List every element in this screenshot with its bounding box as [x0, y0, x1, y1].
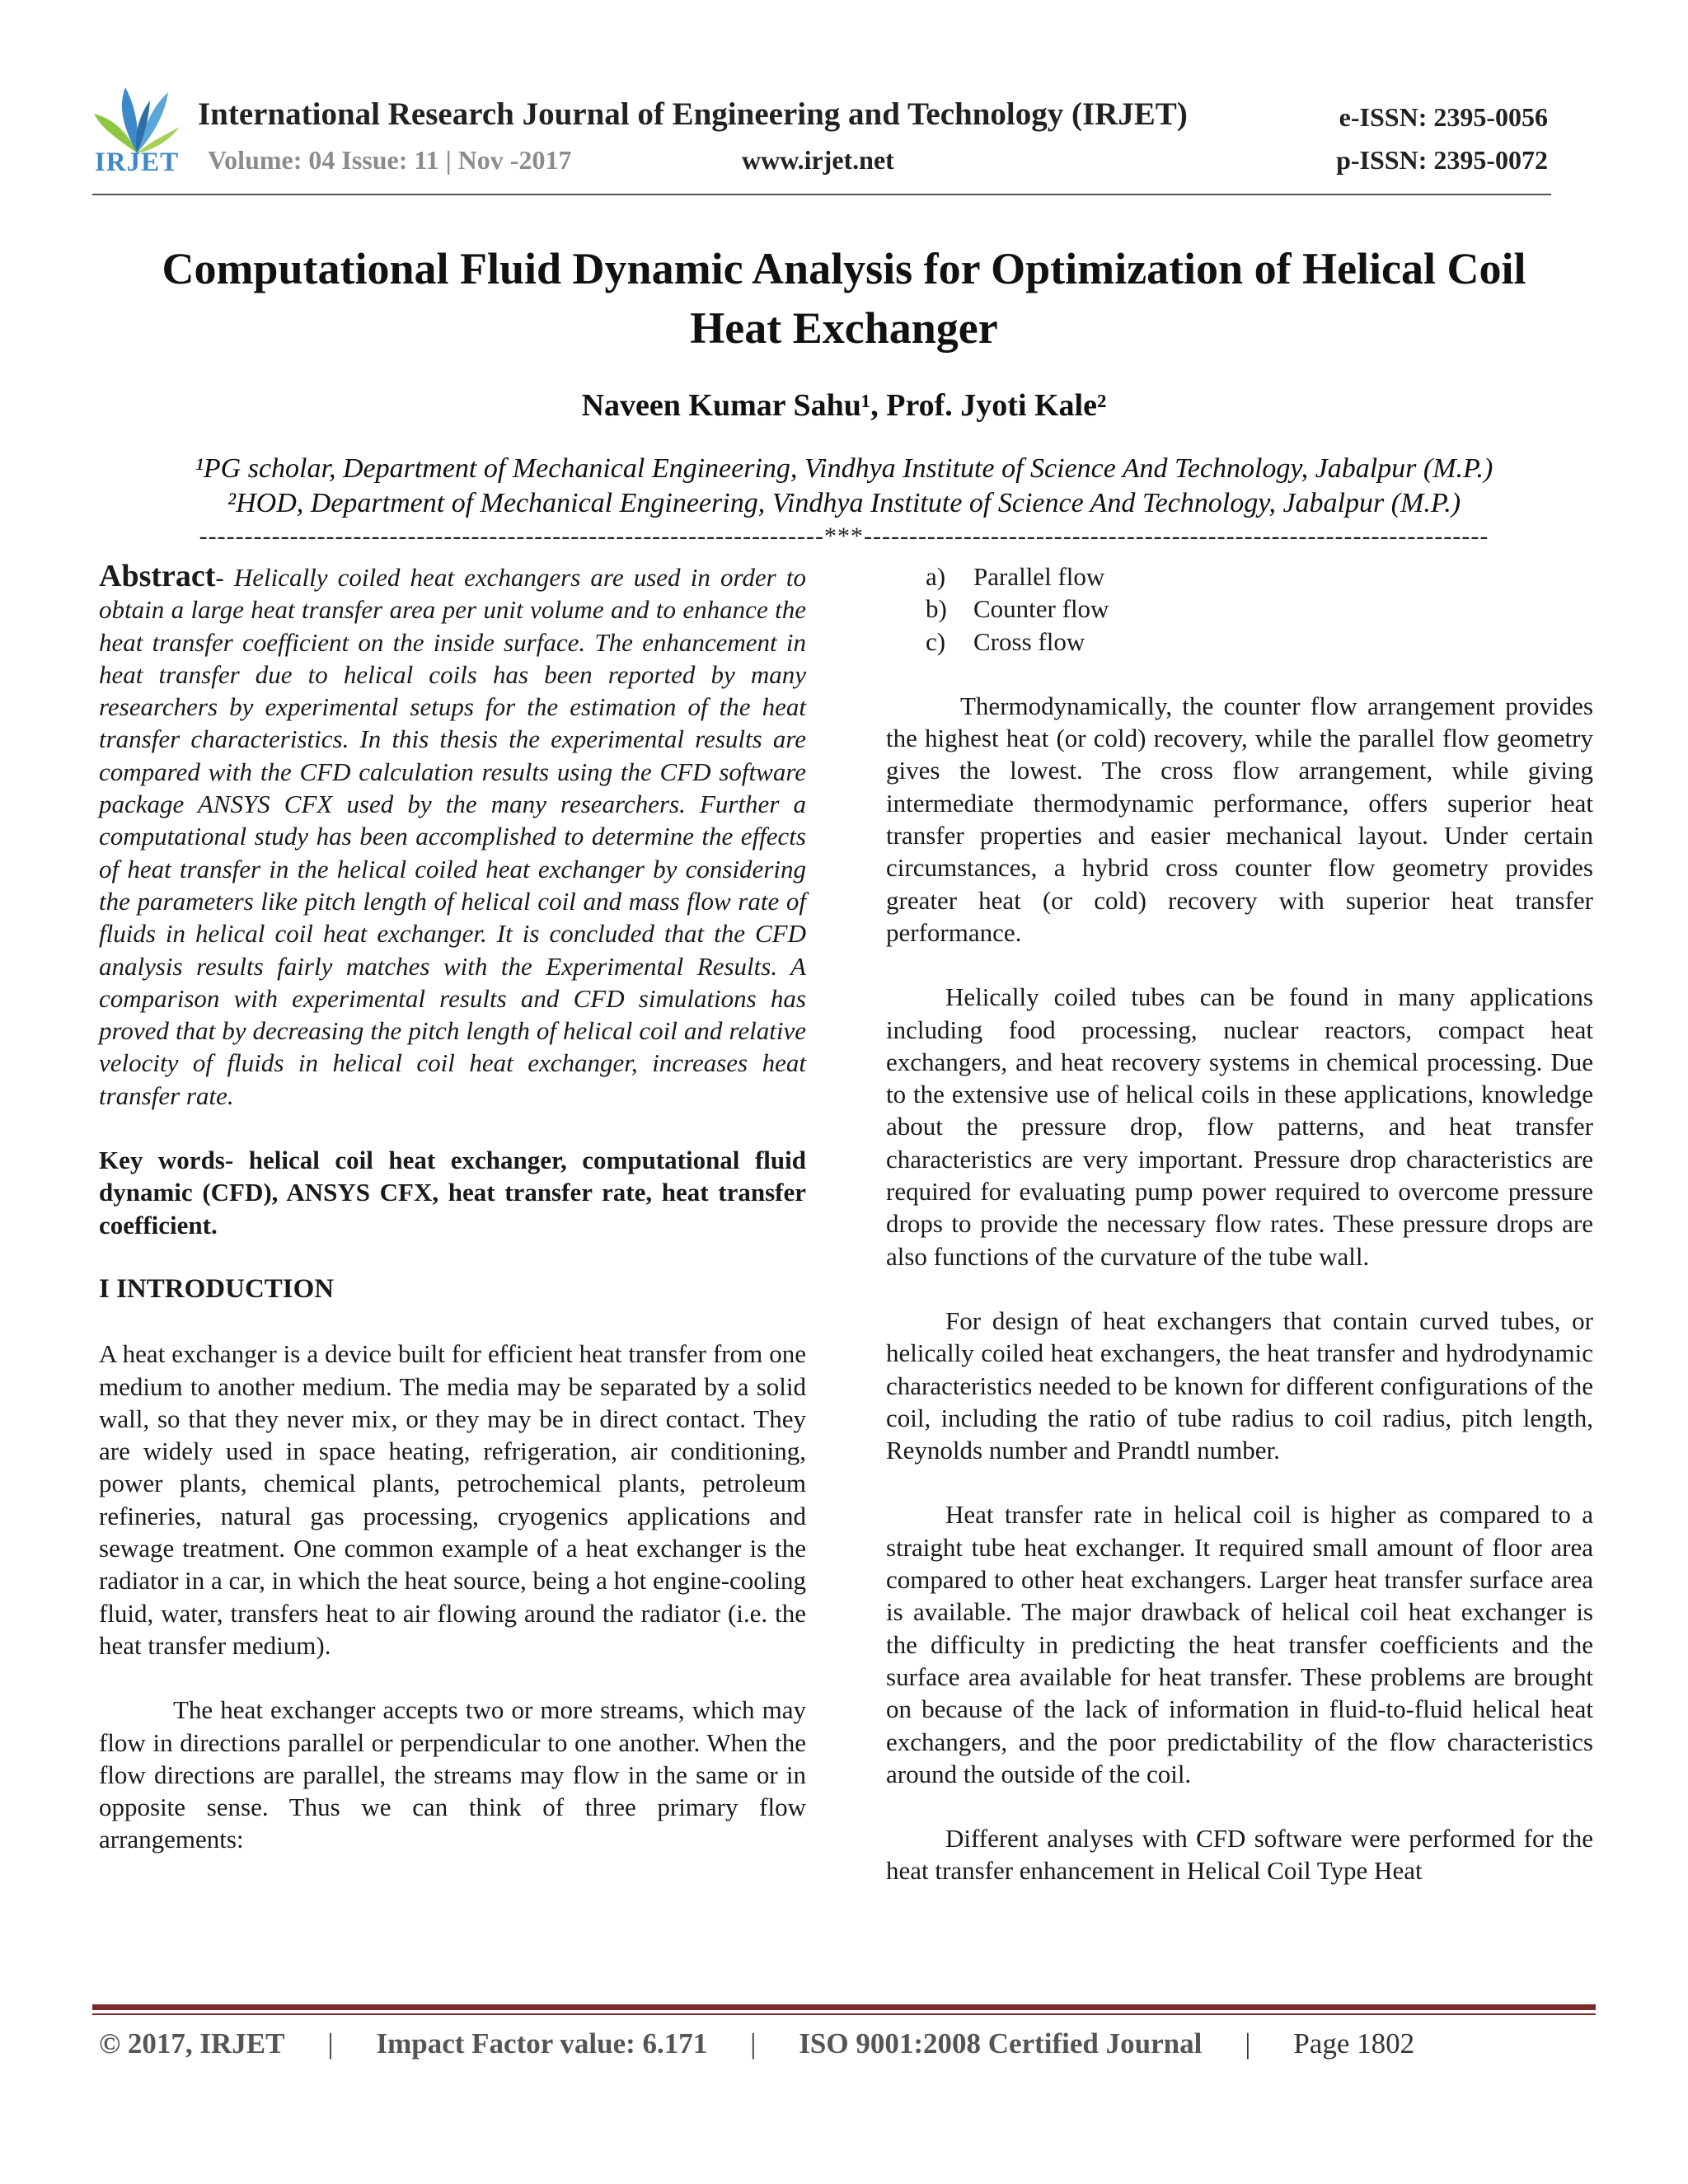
left-column — [99, 560, 806, 1888]
list-item-text: Cross flow — [973, 626, 1085, 656]
footer-separator: | — [1245, 2027, 1251, 2060]
list-marker: b) — [926, 594, 947, 624]
list-item — [926, 560, 1593, 593]
abstract-label: Abstract — [99, 559, 216, 593]
title-line-2: Heat Exchanger — [690, 303, 998, 353]
paragraph-helical-tubes: Helically coiled tubes can be found in many applications including food processing, nuclear reactors, compact heat exchangers, and heat recovery systems in chemical processing. Due to the extensive use of helical coils in these applications, knowledge about the pressure drop, flow patterns, and heat transfer characteristics are very important. Pressure drop characteristics are required for evaluating pump power required to overcome pressure drops to provide the necessary flow rates. These pressure drops are also functions of the curvature of the tube wall. — [886, 982, 1593, 1271]
list-item — [926, 626, 1593, 658]
right-column — [886, 560, 1593, 1919]
footer-separator: | — [327, 2027, 334, 2060]
list-marker: c) — [926, 626, 946, 656]
flow-arrangement-list — [886, 560, 1593, 658]
page-number: Page 1802 — [1293, 2027, 1415, 2060]
logo-text: IRJET — [94, 148, 180, 177]
journal-website[interactable]: www.irjet.net — [742, 145, 894, 175]
p-issn: p-ISSN: 2395-0072 — [1336, 145, 1548, 175]
paper-title — [92, 239, 1596, 358]
footer-impact-factor: Impact Factor value: 6.171 — [376, 2027, 708, 2060]
list-marker: a) — [926, 562, 946, 591]
keywords: Key words- helical coil heat exchanger, computational fluid dynamic (CFD), ANSYS CFX, heat transfer rate, heat transfer coefficient. — [99, 1146, 806, 1240]
title-line-1: Computational Fluid Dynamic Analysis for Optimization of Helical Coil — [162, 244, 1526, 293]
introduction-heading: I INTRODUCTION — [99, 1273, 335, 1304]
footer-separator: | — [750, 2027, 757, 2060]
paragraph-heat-transfer-rate: Heat transfer rate in helical coil is higher as compared to a straight tube heat exchanger. It required small amount of floor area compared to other heat exchangers. Larger heat transfer surface area is available. The major drawback of helical coil heat exchanger is the difficulty in predicting the heat transfer coefficients and the surface area available for heat transfer. These problems are brought on because of the lack of information in fluid-to-fluid helical heat exchangers, and the poor predictability of the flow characteristics around the outside of the coil. — [886, 1500, 1593, 1788]
paragraph-cfd-analyses: Different analyses with CFD software were performed for the heat transfer enhancement in Helical Coil Type Heat — [886, 1824, 1593, 1886]
paragraph-design: For design of heat exchangers that contain curved tubes, or helically coiled heat exchangers, the heat transfer and hydrodynamic characteristics needed to be known for different configurations of the coil, including the ratio of tube radius to coil radius, pitch length, Reynolds number and Prandtl number. — [886, 1305, 1593, 1465]
list-item — [926, 593, 1593, 625]
authors: Naveen Kumar Sahu¹, Prof. Jyoti Kale² — [581, 388, 1107, 423]
list-item-text: Counter flow — [973, 594, 1109, 624]
journal-name: International Research Journal of Engineering and Technology (IRJET) — [198, 96, 1188, 132]
footer-divider-thick — [92, 2004, 1596, 2010]
abstract — [99, 560, 806, 1112]
intro-paragraph-2: The heat exchanger accepts two or more streams, which may flow in directions parallel or perpendicular to one another. When the flow directions are parallel, the streams may flow in the same or in opposite sense. Thus we can think of three primary flow arrangements: — [99, 1695, 806, 1854]
footer-iso: ISO 9001:2008 Certified Journal — [799, 2027, 1203, 2060]
volume-issue: Volume: 04 Issue: 11 | Nov -2017 — [208, 145, 572, 175]
list-item-text: Parallel flow — [973, 562, 1105, 591]
affiliation-1: ¹PG scholar, Department of Mechanical Engineering, Vindhya Institute of Science And Technology, Jabalpur (M.P.) — [195, 453, 1493, 484]
section-separator: ---------------------------------------------------------------------***--------------------------------------------------------------------- — [199, 523, 1489, 550]
affiliation-2: ²HOD, Department of Mechanical Engineering, Vindhya Institute of Science And Technology, Jabalpur (M.P.) — [227, 488, 1461, 518]
footer-copyright: © 2017, IRJET — [99, 2027, 285, 2060]
e-issn: e-ISSN: 2395-0056 — [1339, 102, 1548, 132]
intro-paragraph-1: A heat exchanger is a device built for efficient heat transfer from one medium to another medium. The media may be separated by a solid wall, so that they never mix, or they may be in direct contact. They are widely used in space heating, refrigeration, air conditioning, power plants, chemical plants, petrochemical plants, petroleum refineries, natural gas processing, cryogenics applications and sewage treatment. One common example of a heat exchanger is the radiator in a car, in which the heat source, being a hot engine-cooling fluid, water, transfers heat to air flowing around the radiator (i.e. the heat transfer medium). — [99, 1339, 806, 1660]
footer — [99, 2027, 1500, 2060]
footer-divider-thin — [92, 2013, 1596, 2015]
irjet-logo — [92, 81, 181, 178]
abstract-text: - Helically coiled heat exchangers are used in order to obtain a large heat transfer area per unit volume and to enhance the heat transfer coefficient on the inside surface. The enhancement in heat transfer due to helical coils has been reported by many researchers by experimental setups for the estimation of the heat transfer characteristics. In this thesis the experimental results are compared with the CFD calculation results using the CFD software package ANSYS CFX used by the many researchers. Further a computational study has been accomplished to determine the effects of heat transfer in the helical coiled heat exchanger by considering the parameters like pitch length of helical coil and mass flow rate of fluids in helical coil heat exchanger. It is concluded that the CFD analysis results fairly matches with the Experimental Results. A comparison with experimental results and CFD simulations has proved that by decreasing the pitch length of helical coil and relative velocity of fluids in helical coil heat exchanger, increases heat transfer rate. — [99, 563, 806, 1110]
header-divider — [92, 194, 1551, 195]
paragraph-thermodynamics: Thermodynamically, the counter flow arrangement provides the highest heat (or cold) recovery, while the parallel flow geometry gives the lowest. The cross flow arrangement, while giving intermediate thermodynamic performance, offers superior heat transfer properties and easier mechanical layout. Under certain circumstances, a hybrid cross counter flow geometry provides greater heat (or cold) recovery with superior heat transfer performance. — [886, 691, 1593, 947]
leaf-icon — [92, 81, 181, 155]
